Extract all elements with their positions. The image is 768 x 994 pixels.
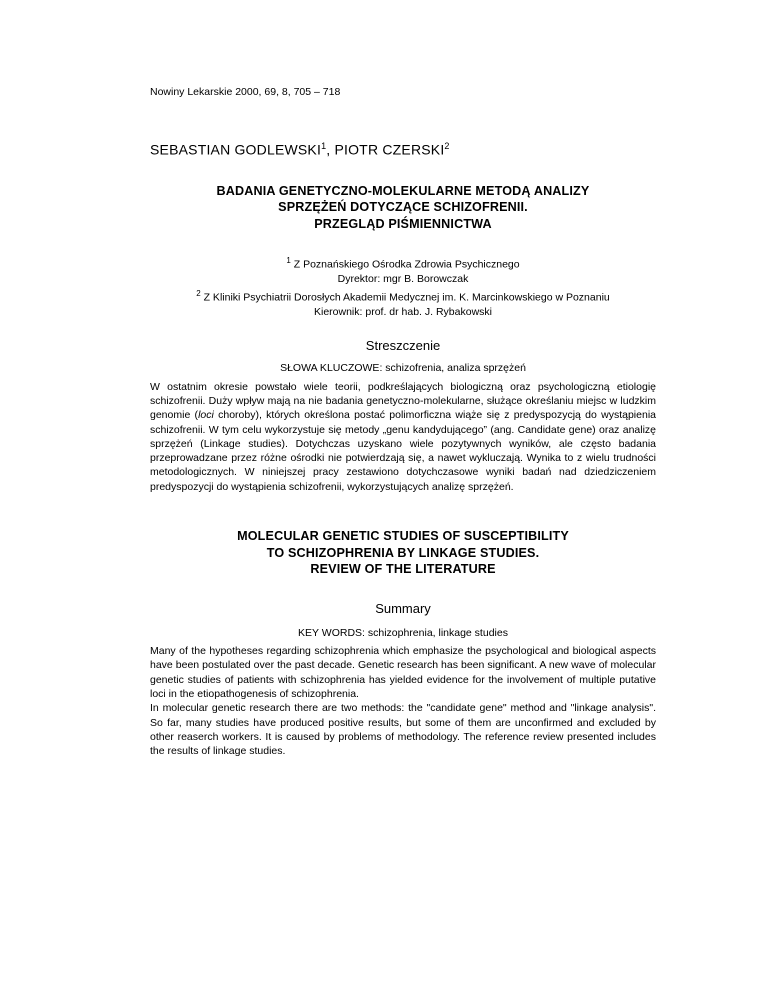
abstract-heading-polish: Streszczenie — [365, 338, 441, 354]
title-polish — [150, 183, 656, 233]
affiliation-2-head: Kierownik: prof. dr hab. J. Rybakowski — [314, 305, 492, 318]
italic-term: loci — [198, 409, 214, 422]
affiliation-2-text: Z Kliniki Psychiatrii Dorosłych Akademii Medycznej im. K. Marcinkowskiego w Poznaniu — [200, 291, 610, 304]
author-name-2: PIOTR CZERSKI — [334, 141, 445, 158]
title-polish-line-1: BADANIA GENETYCZNO-MOLEKULARNE METODĄ ANALIZY — [216, 183, 590, 198]
affiliation-1-text: Z Poznańskiego Ośrodka Zdrowia Psychicznego — [290, 258, 520, 271]
summary-heading-english: Summary — [375, 600, 431, 616]
affiliation-marker-1: 1 — [286, 256, 291, 266]
title-polish-line-2: SPRZĘŻEŃ DOTYCZĄCE SCHIZOFRENII. — [278, 200, 528, 215]
affiliation-1-director: Dyrektor: mgr B. Borowczak — [337, 273, 469, 286]
summary-body-english — [150, 644, 656, 758]
affiliation-2 — [150, 287, 656, 305]
author-affiliation-marker-1: 1 — [321, 141, 327, 151]
summary-paragraph-1: Many of the hypotheses regarding schizophrenia which emphasize the psychological and biological aspects have been postulated over the past decade. Genetic research has been significant. A new wave of molecular genetic studies of patients with schizophrenia has yielded evidence for the involvement of multiple putative loci in the etiopathogenesis of schizophrenia. — [150, 645, 656, 700]
keywords-polish: SŁOWA KLUCZOWE: schizofrenia, analiza sprzężeń — [280, 362, 526, 375]
author-separator: , — [326, 141, 335, 158]
title-english-line-3: REVIEW OF THE LITERATURE — [310, 562, 496, 577]
summary-paragraph-2: In molecular genetic research there are two methods: the "candidate gene" method and "linkage analysis". So far, many studies have produced positive results, but some of them are unconfirmed and excluded by other reaserch workers. It is caused by problems of methodology. The reference review presented includes the results of linkage studies. — [150, 702, 656, 758]
author-affiliation-marker-2: 2 — [444, 141, 450, 151]
title-english-line-2: TO SCHIZOPHRENIA BY LINKAGE STUDIES. — [266, 545, 540, 560]
title-english-line-1: MOLECULAR GENETIC STUDIES OF SUSCEPTIBILITY — [237, 529, 569, 544]
abstract-paragraph-polish: W ostatnim okresie powstało wiele teorii, podkreślających biologiczną oraz psychologiczną etiologię schizofrenii. Duży wpływ mają na nie badania genetyczno-molekularne, służące określaniu miejsc w ludzkim genomie (loci choroby), których określona postać polimorficzna wiąże się z predyspozycją do wystąpienia schizofrenii. W tym celu wykorzystuje się metody „genu kandydującego” (ang. Candidate gene) oraz analizę sprzężeń (Linkage studies). Dotychczas uzyskano wiele pozytywnych wyników, ale często badania przeprowadzane przez różne ośrodki nie potwierdzają się, a nawet wykluczają. Wynika to z wielu trudności metodologicznych. W niniejszej pracy zestawiono dotychczasowe wyniki badań nad dziedziczeniem predyspozycji do wystąpienia schizofrenii, wykorzystujących analizę sprzężeń. — [150, 380, 656, 493]
journal-reference: Nowiny Lekarskie 2000, 69, 8, 705 – 718 — [150, 86, 341, 98]
author-line — [150, 137, 656, 159]
affiliation-marker-2: 2 — [196, 288, 201, 298]
title-english — [150, 528, 656, 578]
title-polish-line-3: PRZEGLĄD PIŚMIENNICTWA — [314, 216, 492, 231]
abstract-body-polish — [150, 380, 656, 494]
affiliation-1 — [150, 254, 656, 272]
keywords-english: KEY WORDS: schizophrenia, linkage studies — [298, 626, 508, 639]
author-name-1: SEBASTIAN GODLEWSKI — [150, 141, 322, 158]
affiliations-block — [150, 254, 656, 319]
